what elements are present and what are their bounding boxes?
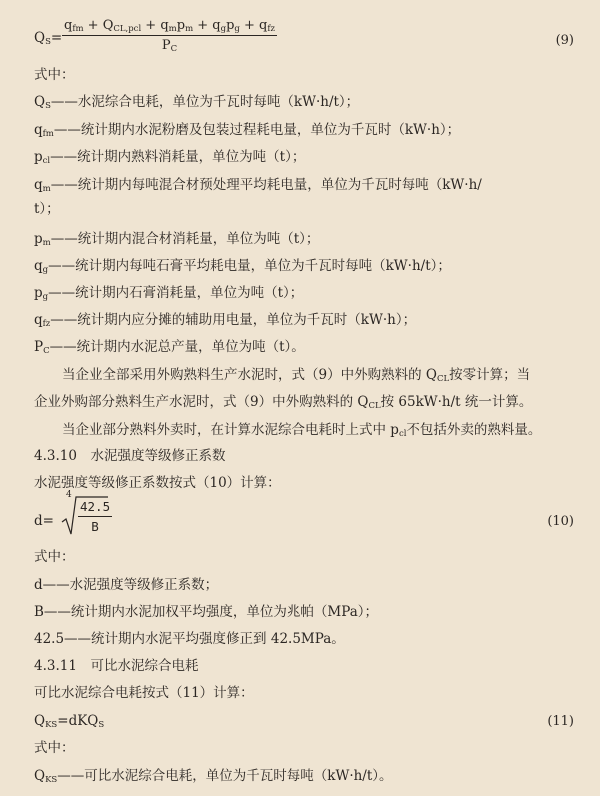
- equation-9-lhs: $Q_S=$: [34, 30, 63, 47]
- where-label-3: 式中：: [34, 740, 75, 756]
- equation-9-term: p: [226, 18, 235, 33]
- section-4-3-10-intro: 水泥强度等级修正系数按式（10）计算：: [34, 475, 281, 491]
- equation-9-term-subscript: fz: [267, 24, 275, 34]
- def-pcl: $p_{cl}——$统计期内熟料消耗量，单位为吨（t）；: [34, 149, 306, 166]
- def-d: d——水泥强度等级修正系数；: [34, 577, 219, 593]
- equation-10-denominator: B: [91, 519, 99, 534]
- def-b: B——统计期内水泥加权平均强度，单位为兆帕（MPa）；: [34, 604, 379, 620]
- root-index: 4: [66, 490, 72, 500]
- equation-9-term: q: [64, 18, 73, 33]
- equation-10-radical: [60, 490, 111, 538]
- equation-9-term: +: [141, 18, 161, 33]
- equation-9-term: Q: [102, 18, 114, 33]
- section-4-3-11-heading: 4.3.11 可比水泥综合电耗: [34, 658, 199, 674]
- equation-9-numerator: [62, 18, 277, 36]
- def-qfm: $q_{fm}——$统计期内水泥粉磨及包装过程耗电量，单位为千瓦时（kW·h）；: [34, 122, 461, 139]
- def-qg: $q_g——$统计期内每吨石膏平均耗电量，单位为千瓦时每吨（kW·h/t）；: [34, 258, 451, 275]
- def-qm: $q_m——$统计期内每吨混合材预处理平均耗电量，单位为千瓦时每吨（kW·h/: [34, 177, 482, 194]
- paragraph-1-line-1: 当企业全部采用外购熟料生产水泥时，式（9）中外购熟料的 $Q_{CL}$按零计算；当: [62, 367, 531, 384]
- equation-9-term-subscript: m: [185, 24, 194, 34]
- equation-9-denominator: $P_C$: [161, 38, 178, 54]
- equation-9-term: +: [83, 18, 103, 33]
- paragraph-2: 当企业部分熟料外卖时，在计算水泥综合电耗时上式中 $p_{cl}$不包括外卖的熟料量。: [62, 422, 542, 439]
- equation-11: $Q_{KS}=dKQ_S$: [34, 713, 105, 730]
- equation-9-term: q: [212, 18, 221, 33]
- paragraph-1-line-2: 企业外购部分熟料生产水泥时，式（9）中外购熟料的 $Q_{CL}$按 65kW·h/t 统一计算。: [34, 394, 533, 411]
- section-4-3-11-intro: 可比水泥综合电耗按式（11）计算：: [34, 685, 254, 701]
- def-pm: $p_m——$统计期内混合材消耗量，单位为吨（t）；: [34, 231, 320, 248]
- equation-10-number: (10): [547, 514, 574, 529]
- equation-9-term-subscript: CL,pcl: [113, 24, 142, 34]
- def-pg: $p_g——$统计期内石膏消耗量，单位为吨（t）；: [34, 285, 304, 302]
- def-qks: $Q_{KS}——$可比水泥综合电耗，单位为千瓦时每吨（kW·h/t）。: [34, 768, 393, 785]
- equation-10-numerator: 42.5: [78, 499, 112, 517]
- equation-9-number: (9): [555, 33, 574, 48]
- equation-9-fraction: [62, 18, 277, 53]
- equation-9-term-subscript: g: [234, 24, 240, 34]
- where-label: 式中：: [34, 67, 75, 83]
- equation-10-fraction: [78, 499, 112, 534]
- equation-9-term-subscript: m: [168, 24, 177, 34]
- equation-9-term: +: [193, 18, 213, 33]
- def-qm-continued: t）；: [34, 201, 60, 217]
- equation-9-term: p: [176, 18, 186, 33]
- def-42-5: 42.5——统计期内水泥平均强度修正到 42.5MPa。: [34, 631, 345, 647]
- where-label-2: 式中：: [34, 549, 75, 565]
- def-qs: $Q_S——$水泥综合电耗，单位为千瓦时每吨（kW·h/t）；: [34, 94, 360, 111]
- equation-9-term: q: [160, 18, 169, 33]
- section-4-3-10-heading: 4.3.10 水泥强度等级修正系数: [34, 448, 226, 464]
- def-qfz: $q_{fz}——$统计期内应分摊的辅助用电量，单位为千瓦时（kW·h）；: [34, 312, 417, 329]
- equation-9-term: +: [239, 18, 260, 33]
- equation-9-term: q: [259, 18, 268, 33]
- equation-11-number: (11): [547, 714, 574, 729]
- def-pc: $P_C——$统计期内水泥总产量，单位为吨（t）。: [34, 339, 305, 356]
- equation-10-lhs: d=: [34, 513, 54, 529]
- equation-9-term-subscript: fm: [72, 24, 84, 34]
- equation-9-term-subscript: g: [220, 24, 227, 34]
